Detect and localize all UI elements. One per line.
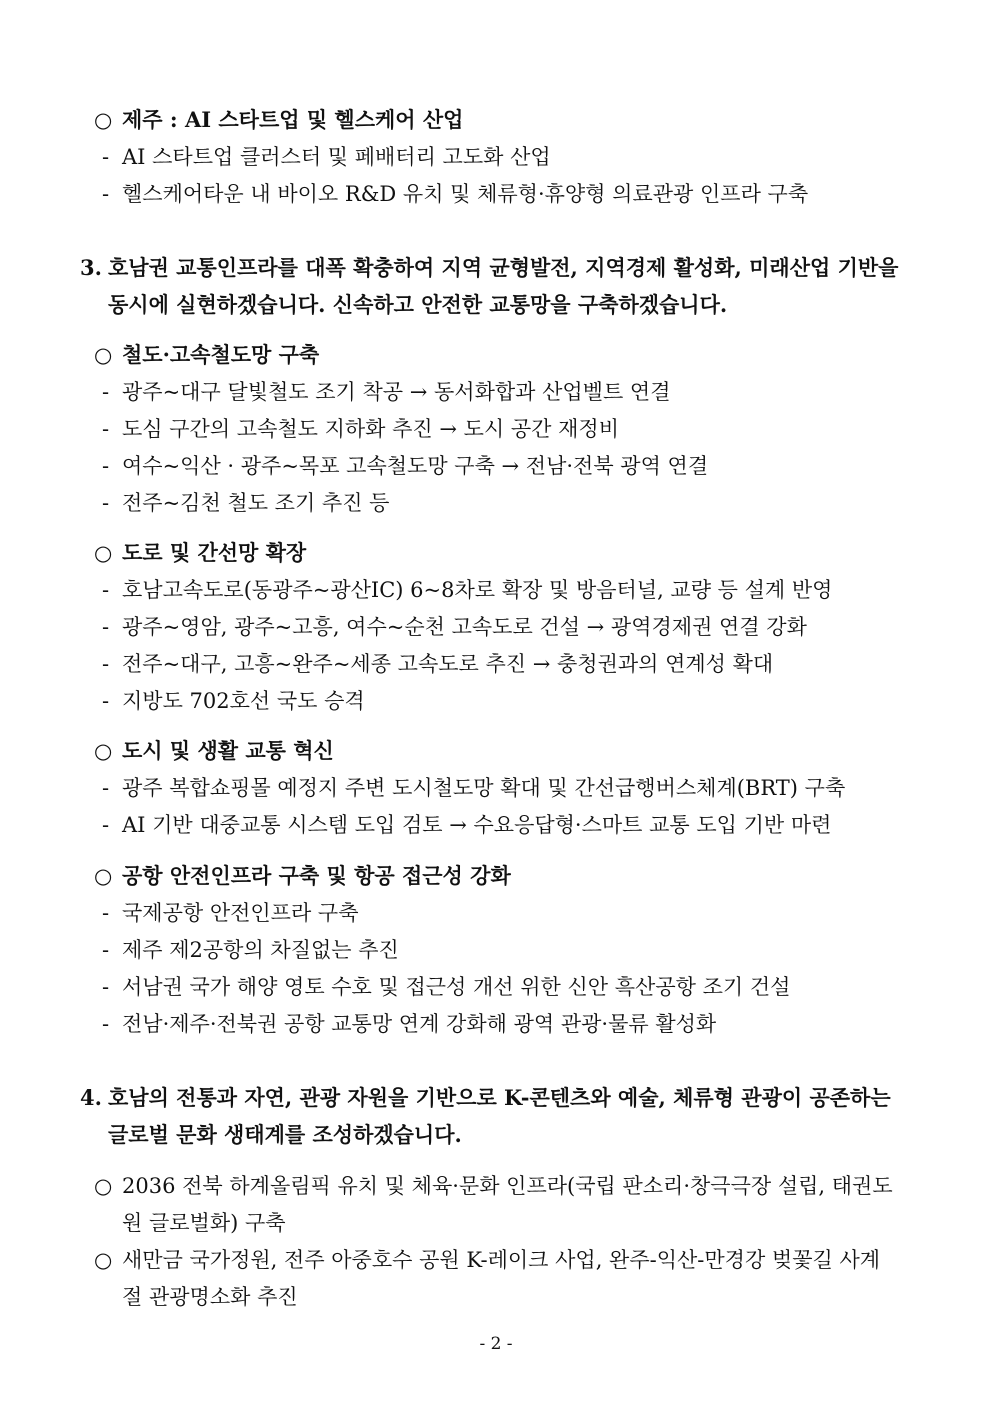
list-item: 헬스케어타운 내 바이오 R&D 유치 및 체류형·휴양형 의료관광 인프라 구축 <box>122 182 809 206</box>
dash-bullet: - <box>102 1012 110 1036</box>
section-3-title-line2: 동시에 실현하겠습니다. 신속하고 안전한 교통망을 구축하겠습니다. <box>108 292 728 317</box>
circle-bullet: ○ <box>94 864 113 888</box>
list-item: 서남권 국가 해양 영토 수호 및 접근성 개선 위한 신안 흑산공항 조기 건설 <box>122 975 791 999</box>
dash-bullet: - <box>102 689 110 713</box>
list-item-line2: 절 관광명소화 추진 <box>122 1285 298 1309</box>
dash-bullet: - <box>102 813 110 837</box>
page-number: - 2 - <box>479 1334 513 1354</box>
list-item: 호남고속도로(동광주~광산IC) 6~8차로 확장 및 방음터널, 교량 등 설계 반영 <box>122 578 833 602</box>
list-item-line1: 2036 전북 하계올림픽 유치 및 체육·문화 인프라(국립 판소리·창극극장 설립, 태권도 <box>122 1174 893 1198</box>
dash-bullet: - <box>102 652 110 676</box>
circle-bullet: ○ <box>94 1248 113 1272</box>
section-4-title-line1: 호남의 전통과 자연, 관광 자원을 기반으로 K-콘텐츠와 예술, 체류형 관광이 공존하는 <box>108 1085 891 1110</box>
section-4-number: 4. <box>80 1085 102 1110</box>
dash-bullet: - <box>102 491 110 515</box>
circle-bullet: ○ <box>94 739 113 763</box>
section-4-title-line2: 글로벌 문화 생태계를 조성하겠습니다. <box>108 1122 462 1147</box>
rail-heading: 철도·고속철도망 구축 <box>122 342 320 367</box>
list-item-line1: 새만금 국가정원, 전주 아중호수 공원 K-레이크 사업, 완주-익산-만경강 벚꽃길 사계 <box>122 1248 881 1272</box>
circle-bullet: ○ <box>94 1174 113 1198</box>
list-item: AI 기반 대중교통 시스템 도입 검토 → 수요응답형·스마트 교통 도입 기반 마련 <box>122 813 832 837</box>
circle-bullet: ○ <box>94 541 113 565</box>
dash-bullet: - <box>102 938 110 962</box>
dash-bullet: - <box>102 578 110 602</box>
dash-bullet: - <box>102 454 110 478</box>
list-item: 광주~대구 달빛철도 조기 착공 → 동서화합과 산업벨트 연결 <box>122 380 671 404</box>
dash-bullet: - <box>102 975 110 999</box>
airport-heading: 공항 안전인프라 구축 및 항공 접근성 강화 <box>122 863 511 888</box>
list-item: 전남·제주·전북권 공항 교통망 연계 강화해 광역 관광·물류 활성화 <box>122 1012 717 1036</box>
dash-bullet: - <box>102 182 110 206</box>
list-item: 도심 구간의 고속철도 지하화 추진 → 도시 공간 재정비 <box>122 417 620 441</box>
urban-transit-heading: 도시 및 생활 교통 혁신 <box>122 738 334 763</box>
dash-bullet: - <box>102 615 110 639</box>
road-heading: 도로 및 간선망 확장 <box>122 540 307 565</box>
circle-bullet: ○ <box>94 343 113 367</box>
dash-bullet: - <box>102 380 110 404</box>
list-item: 광주~영암, 광주~고흥, 여수~순천 고속도로 건설 → 광역경제권 연결 강화 <box>122 615 807 639</box>
section-3-title-line1: 호남권 교통인프라를 대폭 확충하여 지역 균형발전, 지역경제 활성화, 미래산업 기반을 <box>108 255 899 280</box>
dash-bullet: - <box>102 776 110 800</box>
list-item: 광주 복합쇼핑몰 예정지 주변 도시철도망 확대 및 간선급행버스체계(BRT) 구축 <box>122 776 846 800</box>
list-item-line2: 원 글로벌화) 구축 <box>122 1211 286 1235</box>
list-item: 국제공항 안전인프라 구축 <box>122 901 359 925</box>
dash-bullet: - <box>102 901 110 925</box>
list-item: 전주~김천 철도 조기 추진 등 <box>122 491 390 515</box>
list-item: 지방도 702호선 국도 승격 <box>122 689 365 713</box>
circle-bullet: ○ <box>94 108 113 132</box>
list-item: 전주~대구, 고흥~완주~세종 고속도로 추진 → 충청권과의 연계성 확대 <box>122 652 774 676</box>
dash-bullet: - <box>102 417 110 441</box>
section-3-number: 3. <box>80 255 102 280</box>
list-item: 제주 제2공항의 차질없는 추진 <box>122 938 399 962</box>
list-item: AI 스타트업 클러스터 및 페배터리 고도화 산업 <box>122 145 551 169</box>
dash-bullet: - <box>102 145 110 169</box>
jeju-heading: 제주 : AI 스타트업 및 헬스케어 산업 <box>122 107 464 132</box>
list-item: 여수~익산 · 광주~목포 고속철도망 구축 → 전남·전북 광역 연결 <box>122 454 709 478</box>
